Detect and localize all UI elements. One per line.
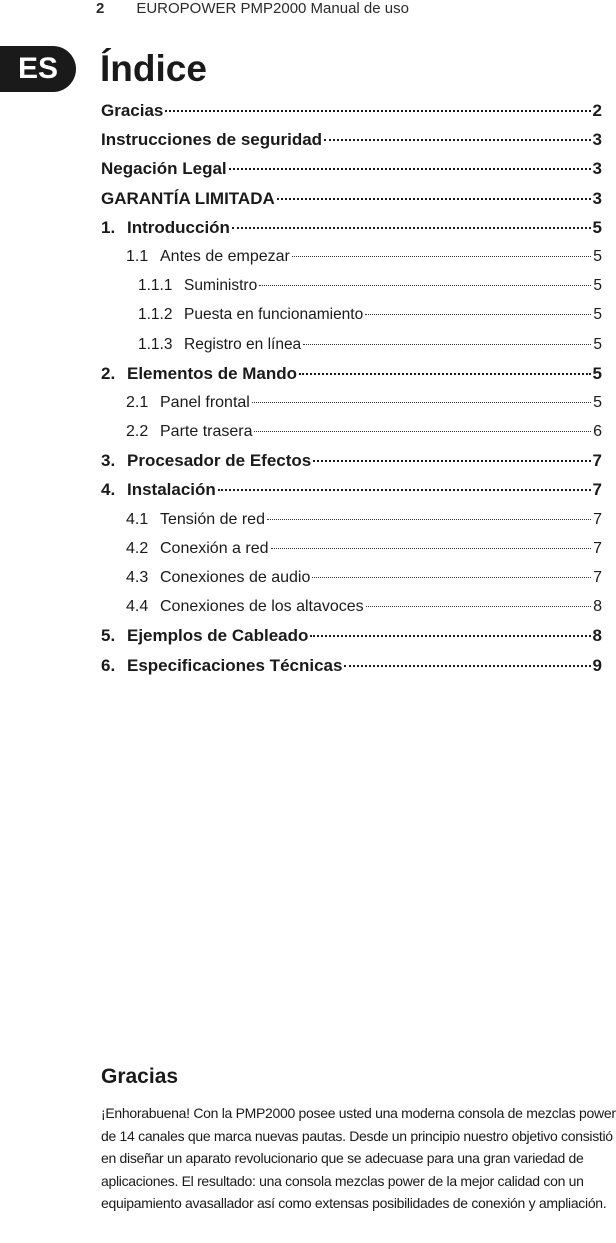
toc-dot-leader	[366, 606, 591, 607]
table-of-contents	[101, 96, 602, 680]
toc-entry-label: Introducción	[127, 217, 230, 237]
toc-entry-label: Ejemplos de Cableado	[127, 626, 309, 646]
toc-entry[interactable]	[101, 96, 602, 125]
toc-entry[interactable]	[101, 242, 602, 271]
toc-entry[interactable]	[101, 154, 602, 183]
toc-entry-label: Conexión a red	[160, 539, 269, 557]
gracias-paragraph: ¡Enhorabuena! Con la PMP2000 posee usted una moderna consola de mezclas power de 14 canales que marca nuevas pautas. Desde un principio nuestro objetivo consistió en diseñar un aparato revolucionario que se adecuase para una gran variedad de aplicaciones. El resultado: una consola mezclas power de la mejor calidad con un equipamiento avasallador así como extensas posibilidades de conexión y ampliación.	[101, 1105, 616, 1211]
toc-entry[interactable]	[101, 417, 602, 446]
toc-entry-number: 4.4	[126, 598, 149, 616]
toc-entry-label: Instrucciones de seguridad	[101, 130, 323, 150]
toc-dot-leader	[259, 285, 591, 286]
toc-entry[interactable]	[101, 592, 602, 621]
toc-entry-label: GARANTÍA LIMITADA	[101, 188, 275, 208]
toc-entry-label: Procesador de Efectos	[127, 451, 312, 471]
toc-dot-leader	[252, 402, 591, 403]
toc-entry-page: 5	[593, 306, 602, 324]
running-title: EUROPOWER PMP2000 Manual de uso	[136, 0, 409, 17]
toc-entry-page: 5	[593, 247, 602, 265]
toc-entry[interactable]	[101, 213, 602, 242]
toc-entry-number: 4.2	[126, 539, 149, 557]
toc-entry-number: 4.1	[126, 510, 149, 528]
toc-entry-page: 5	[593, 335, 602, 353]
toc-entry-page: 7	[592, 451, 602, 471]
toc-entry[interactable]	[101, 184, 602, 213]
toc-entry-label: Puesta en funcionamiento	[184, 306, 364, 324]
toc-entry-page: 2	[592, 101, 602, 120]
toc-entry-page: 7	[593, 510, 602, 528]
toc-entry-label: Gracias	[101, 101, 164, 120]
toc-entry-page: 7	[592, 480, 602, 500]
toc-entry[interactable]	[101, 271, 602, 300]
toc-dot-leader	[218, 489, 591, 491]
toc-dot-leader	[310, 635, 590, 637]
toc-entry-page: 3	[592, 188, 602, 208]
page-number: 2	[96, 0, 105, 17]
toc-entry-page: 3	[592, 159, 602, 179]
running-header	[96, 0, 409, 20]
toc-entry-number: 1.1.1	[138, 277, 173, 295]
toc-entry-label: Instalación	[127, 480, 216, 500]
toc-dot-leader	[292, 256, 591, 257]
toc-entry[interactable]	[101, 621, 602, 650]
toc-entry[interactable]	[101, 125, 602, 154]
toc-entry[interactable]	[101, 475, 602, 504]
toc-dot-leader	[313, 460, 590, 462]
toc-entry-page: 9	[592, 655, 602, 675]
toc-entry-number: 1.1	[126, 247, 149, 265]
toc-dot-leader	[267, 519, 591, 520]
toc-dot-leader	[324, 139, 590, 141]
toc-entry-label: Conexiones de los altavoces	[160, 598, 364, 616]
toc-entry-page: 5	[593, 393, 602, 411]
toc-dot-leader	[365, 314, 591, 315]
toc-entry[interactable]	[101, 330, 602, 359]
toc-dot-leader	[271, 548, 592, 549]
toc-entry-label: Suministro	[184, 277, 258, 295]
toc-entry-page: 8	[592, 626, 602, 646]
toc-entry-number: 4.3	[126, 569, 149, 586]
language-tab: ES	[0, 46, 76, 92]
toc-entry-number: 2.2	[126, 423, 149, 441]
toc-dot-leader	[303, 344, 591, 345]
toc-dot-leader	[299, 373, 591, 375]
toc-entry-label: Tensión de red	[160, 510, 265, 528]
toc-entry[interactable]	[101, 534, 602, 563]
toc-entry-label: Panel frontal	[160, 393, 250, 411]
toc-dot-leader	[344, 665, 590, 667]
toc-entry-number: 1.	[101, 217, 116, 237]
page-title: Índice	[100, 48, 207, 89]
toc-entry-number: 5.	[101, 626, 116, 646]
toc-entry-page: 5	[592, 217, 602, 237]
toc-entry-label: Elementos de Mando	[127, 363, 298, 383]
toc-entry-number: 2.	[101, 363, 116, 383]
toc-entry-page: 6	[593, 423, 602, 441]
toc-entry-page: 7	[593, 569, 602, 586]
toc-entry[interactable]	[101, 563, 602, 592]
toc-entry-page: 8	[593, 598, 602, 616]
toc-entry-label: Conexiones de audio	[160, 569, 311, 586]
toc-entry-label: Antes de empezar	[160, 247, 290, 265]
toc-entry-page: 3	[592, 130, 602, 150]
toc-entry-label: Registro en línea	[184, 335, 302, 353]
toc-entry[interactable]	[101, 388, 602, 417]
toc-entry-number: 4.	[101, 480, 116, 500]
toc-entry[interactable]	[101, 446, 602, 475]
toc-entry-number: 3.	[101, 451, 116, 471]
toc-entry-page: 5	[592, 363, 602, 383]
toc-entry[interactable]	[101, 300, 602, 329]
toc-entry[interactable]	[101, 505, 602, 534]
toc-entry-label: Negación Legal	[101, 159, 227, 179]
toc-entry-number: 6.	[101, 655, 116, 675]
toc-entry-number: 2.1	[126, 393, 149, 411]
toc-entry[interactable]	[101, 651, 602, 680]
toc-entry-page: 5	[593, 277, 602, 295]
toc-dot-leader	[312, 577, 591, 578]
toc-entry[interactable]	[101, 359, 602, 388]
toc-entry-label: Parte trasera	[160, 423, 253, 441]
toc-dot-leader	[165, 110, 590, 112]
toc-entry-page: 7	[593, 539, 602, 557]
toc-entry-number: 1.1.3	[138, 335, 173, 353]
toc-dot-leader	[254, 431, 591, 432]
section-heading-gracias: Gracias	[101, 1065, 179, 1088]
toc-entry-label: Especificaciones Técnicas	[127, 655, 343, 675]
toc-dot-leader	[229, 168, 591, 170]
toc-dot-leader	[232, 227, 591, 229]
toc-entry-number: 1.1.2	[138, 306, 173, 324]
toc-dot-leader	[277, 198, 591, 200]
